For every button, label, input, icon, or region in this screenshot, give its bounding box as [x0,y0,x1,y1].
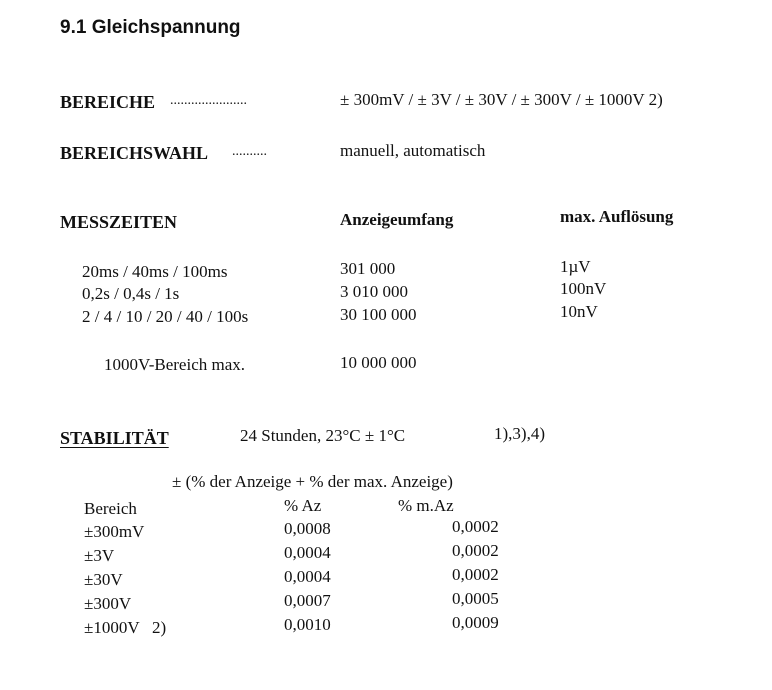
max-bereich-value: 10 000 000 [340,353,417,372]
stab-row-4-maz: 0,0005 [452,589,499,608]
messzeit-row-1-aufloesung: 1µV [560,257,591,276]
stab-row-1-az: 0,0008 [284,519,331,538]
messzeit-row-3-anzeige: 30 100 000 [340,305,417,324]
messzeit-row-2-zeit: 0,2s / 0,4s / 1s [82,284,180,303]
stab-row-3-az: 0,0004 [284,567,331,586]
messzeit-row-1-zeit: 20ms / 40ms / 100ms [82,262,228,281]
messzeiten-label: MESSZEITEN [60,212,178,232]
messzeiten-col-aufloesung: max. Auflösung [560,207,674,226]
bereiche-label: BEREICHE [60,92,156,112]
messzeit-row-2-aufloesung: 100nV [560,279,607,298]
stabilitaet-notes: 1),3),4) [494,424,545,443]
stab-row-1-maz: 0,0002 [452,517,499,536]
messzeit-row-3-aufloesung: 10nV [560,302,598,321]
stabilitaet-condition: 24 Stunden, 23°C ± 1°C [240,426,406,445]
stab-row-1-bereich: ±300mV [84,522,145,541]
stab-col-maz: % m.Az [398,496,454,515]
stab-row-5-maz: 0,0009 [452,613,499,632]
stabilitaet-label: STABILITÄT [60,428,169,448]
section-title: 9.1 Gleichspannung [60,17,241,38]
stab-row-5-bereich: ±1000V 2) [84,618,167,637]
stab-row-3-bereich: ±30V [84,570,123,589]
bereichswahl-value: manuell, automatisch [340,141,486,160]
max-bereich-label: 1000V-Bereich max. [104,355,246,374]
bereiche-dots: ...................... [170,93,247,108]
messzeit-row-3-zeit: 2 / 4 / 10 / 20 / 40 / 100s [82,307,249,326]
stab-col-bereich: Bereich [84,499,137,518]
stab-row-2-az: 0,0004 [284,543,331,562]
stab-row-3-maz: 0,0002 [452,565,499,584]
messzeit-row-1-anzeige: 301 000 [340,259,396,278]
stab-col-az: % Az [284,496,322,515]
stabilitaet-formula: ± (% der Anzeige + % der max. Anzeige) [172,472,453,491]
stab-row-2-bereich: ±3V [84,546,115,565]
stab-row-4-bereich: ±300V [84,594,132,613]
stab-row-5-az: 0,0010 [284,615,331,634]
bereichswahl-label: BEREICHSWAHL [60,143,209,163]
stab-row-4-az: 0,0007 [284,591,331,610]
messzeit-row-2-anzeige: 3 010 000 [340,282,408,301]
bereichswahl-dots: .......... [232,144,267,159]
bereiche-value: ± 300mV / ± 3V / ± 30V / ± 300V / ± 1000V 2) [340,90,663,109]
messzeiten-col-anzeige: Anzeigeumfang [340,210,454,229]
stab-row-2-maz: 0,0002 [452,541,499,560]
